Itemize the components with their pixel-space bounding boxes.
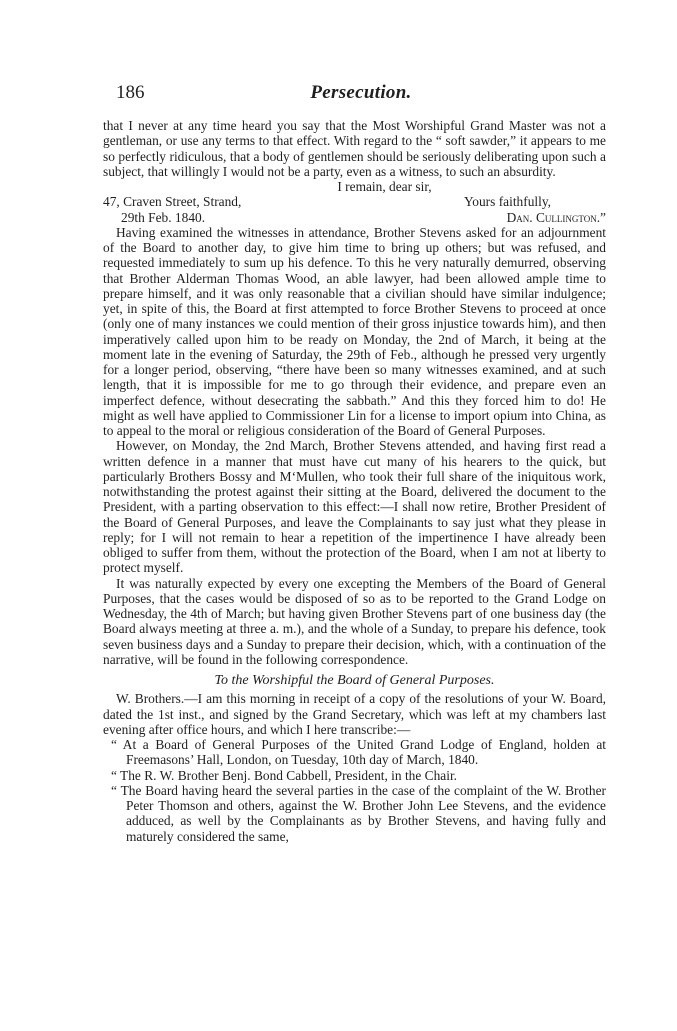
running-title: Persecution. [310, 82, 412, 103]
letter-closing: I remain, dear sir, [337, 179, 432, 194]
letter-continuation: that I never at any time heard you say that the Most Worshipful Grand Master was not a gentleman, or use any terms to that effect. With regard to the “ soft sawder,” it appears to me so perfectly ridiculous, that a body of gentlemen should be seriously deliberating upon such a subject, that willingly I would not be a party, even as a witness, to such an absurdity. [103, 118, 606, 179]
letter-body: W. Brothers.—I am this morning in receipt of a copy of the resolutions of your W. Board, dated the 1st inst., and signed by the Grand Secretary, which was left at my chambers last evening after office hours, and which I here transcribe:— [103, 691, 606, 737]
quote-line-chair: “ The R. W. Brother Benj. Bond Cabbell, President, in the Chair. [111, 767, 458, 783]
date-line [103, 210, 606, 225]
page-body [103, 118, 606, 844]
address-line [103, 194, 606, 209]
resolution-quote [103, 737, 606, 844]
paragraph-expectation: It was naturally expected by every one excepting the Members of the Board of General Purposes, that the cases would be disposed of so as to be reported to the Grand Lodge on Wednesday, the 4th of March; but having given Brother Stevens part of one business day (the Board always meeting at three a. m.), and the whole of a Sunday, to prepare his defence, took seven business days and a Sunday to prepare their decision, which, with a continuation of the narrative, will be found in the following correspondence. [103, 575, 606, 667]
letter-valediction: Yours faithfully, [463, 194, 551, 210]
letter-address: 47, Craven Street, Strand, [103, 194, 242, 210]
paragraph-defence: However, on Monday, the 2nd March, Brother Stevens attended, and having first read a written defence in a manner that must have cut many of his hearers to the quick, but particularly Brothers Bossy and M‘Mullen, who took their full share of the iniquitous work, notwithstanding the protest against their sitting at the Board, delivered the document to the President, with a parting observation to this effect:—I shall now retire, Brother President of the Board of General Purposes, and leave the Complainants to say just what they please in reply; for I will not remain to hear a repetition of the impertinence I have already been obliged to suffer from them, without the protection of the Board, when I am not at liberty to protect myself. [103, 438, 606, 576]
paragraph-adjournment: Having examined the witnesses in attendance, Brother Stevens asked for an adjournment of the Board to another day, to give him time to bring up others; but was refused, and requested immediately to sum up his defence. To this he very naturally demurred, observing that Brother Alderman Thomas Wood, an able lawyer, had been allowed ample time to prepare himself, and it was only reasonable that a civilian should have similar indulgence; yet, in spite of this, the Board at first attempted to force Brother Stevens to proceed at once (only one of many instances we could mention of their gross injustice towards him), and then imperatively called upon him to be ready on Monday, the 2nd of March, it being at the moment late in the evening of Saturday, the 29th of Feb., although he pressed very urgently for a longer period, observing, “there have been so many witnesses examined, and at such length, that it is impossible for me to go through their evidence, and prepare even an imperfect defence, without desecrating the sabbath.” And this they forced him to do! He might as well have applied to Commissioner Lin for a license to import opium into China, as to appeal to the moral or religious consideration of the Board of General Purposes. [103, 224, 606, 438]
page-header [116, 82, 606, 108]
letter-date: 29th Feb. 1840. [121, 209, 206, 225]
letter-heading: To the Worshipful the Board of General Purposes. [214, 673, 495, 688]
page-number: 186 [116, 82, 145, 103]
quote-line-resolution: “ The Board having heard the several parties in the case of the complaint of the W. Brother Peter Thomson and others, against the W. Brother John Lee Stevens, and the evidence adduced, as well by the Complainants as by Brother Stevens, and having fully and maturely considered the same, [111, 782, 606, 844]
quote-line-board: “ At a Board of General Purposes of the United Grand Lodge of England, holden at Freemasons’ Hall, London, on Tuesday, 10th day of March, 1840. [111, 737, 606, 768]
letter-signature: Dan. Cullington.” [506, 209, 606, 225]
